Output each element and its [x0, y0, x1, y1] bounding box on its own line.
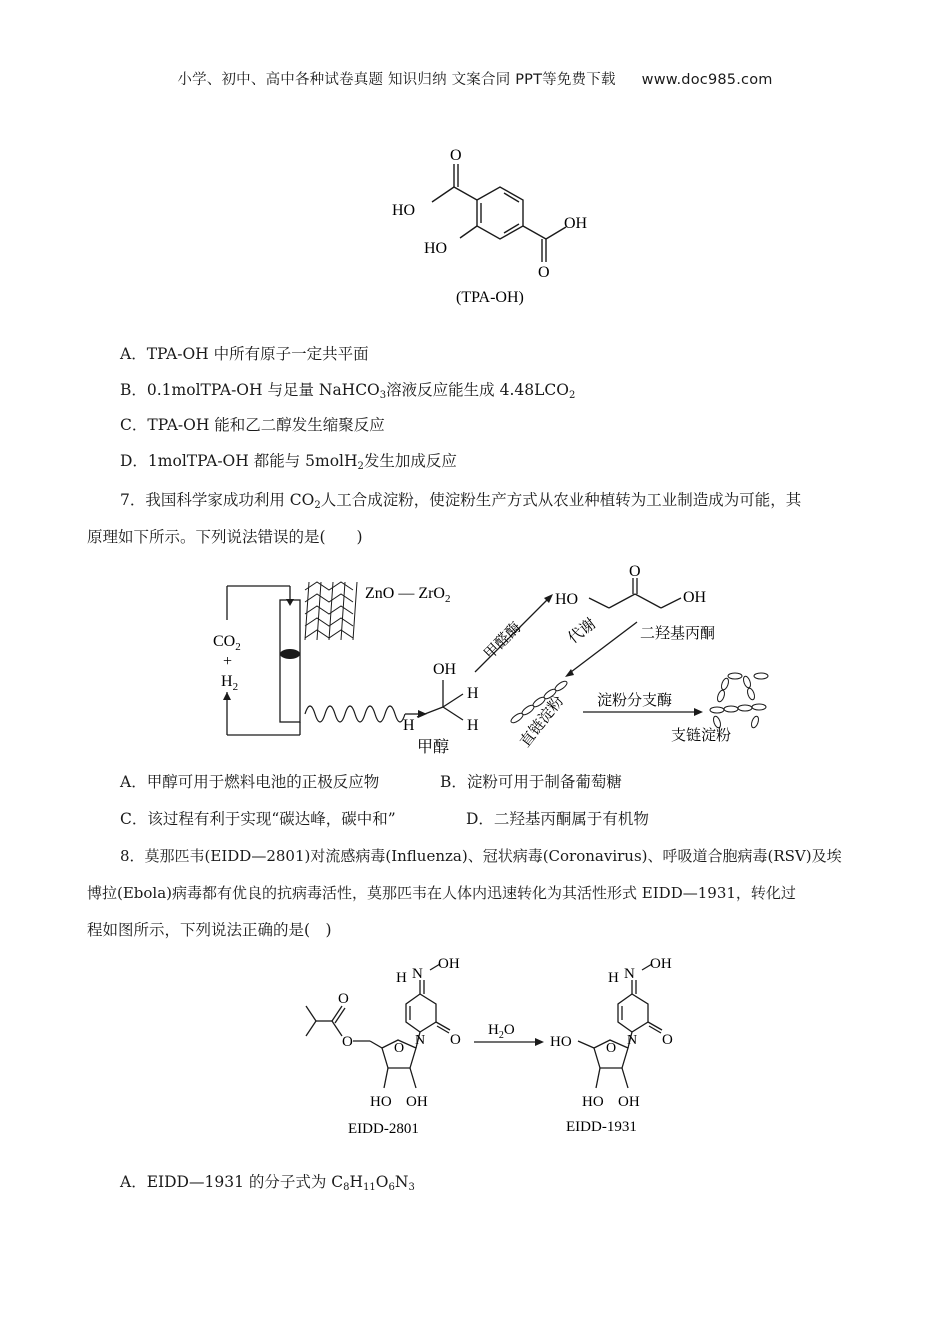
eidd2801-o-ring: O — [394, 1041, 405, 1056]
q8-option-a: A．EIDD—1931 的分子式为 $C_8H_{11}O_6N_3$ — [120, 1173, 415, 1193]
q6-d-sub: 2 — [357, 461, 364, 472]
dha-oh: OH — [683, 589, 707, 606]
catalyst-mesh-icon — [305, 582, 357, 640]
q8-stem-line2: 博拉(Ebola)病毒都有优良的抗病毒活性，莫那匹韦在人体内迅速转化为其活性形式 EIDD—1931，转化过 — [87, 884, 796, 902]
reactor-arrow-icon — [286, 599, 294, 606]
loop-arrow-icon — [223, 692, 231, 700]
dha-ho: HO — [555, 591, 579, 608]
eidd2801-o-ring-carbonyl: O — [450, 1032, 461, 1048]
q6-option-c: C．TPA-OH 能和乙二醇发生缩聚反应 — [120, 416, 385, 434]
dha-label: 二羟基丙酮 — [640, 624, 716, 642]
catalyst-bead — [280, 649, 300, 659]
q6-b-sub2: 2 — [568, 390, 576, 401]
q6-b-mid: 溶液反应能生成 4.48LCO — [386, 381, 569, 399]
q8-eidd-conversion-diagram — [298, 948, 698, 1143]
q6-d-post: 发生加成反应 — [363, 452, 457, 470]
tpa-caption: (TPA-OH) — [456, 289, 524, 306]
eidd1931-oh-sugar: OH — [618, 1094, 640, 1110]
q7-option-c: C．该过程有利于实现“碳达峰，碳中和” — [120, 810, 396, 828]
q7-stem-line1 — [120, 489, 801, 511]
co2-label: $CO_2$ — [213, 633, 241, 653]
eidd2801-ho: HO — [370, 1094, 392, 1110]
tpa-oh-right: OH — [564, 215, 588, 232]
methanol-h1: H — [467, 685, 479, 702]
q7-stem1-sub: 2 — [314, 500, 321, 511]
q7-stem1-pre: 7．我国科学家成功利用 CO — [120, 491, 315, 509]
q6-b-sub1: 3 — [379, 390, 387, 401]
h2o-label: $H_2O$ — [488, 1022, 515, 1041]
q6-option-a: A．TPA-OH 中所有原子一定共平面 — [120, 345, 369, 363]
dha-o: O — [629, 563, 641, 580]
catalyst-label: ZnO — ZrO$_2$ — [365, 585, 451, 605]
arrow-to-amylopectin-icon — [694, 708, 703, 716]
coil-icon — [305, 706, 405, 722]
header-text: 小学、初中、高中各种试卷真题 知识归纳 文案合同 PPT等免费下载 — [177, 72, 616, 88]
dha-bonds — [589, 578, 681, 608]
eidd2801-o-ester: O — [342, 1034, 353, 1050]
methanol-label: 甲醇 — [417, 737, 450, 756]
page-header — [0, 68, 950, 89]
reaction-arrow-icon — [535, 1038, 544, 1046]
q8-stem-line3: 程如图所示，下列说法正确的是( ) — [87, 921, 332, 939]
eidd1931-ho: HO — [550, 1034, 572, 1050]
eidd1931-h: H — [608, 970, 619, 986]
tpa-o-top: O — [450, 147, 462, 164]
q8-stem-line1: 8．莫那匹韦(EIDD—2801)对流感病毒(Influenza)、冠状病毒(Coronavirus)、呼吸道合胞病毒(RSV)及埃 — [120, 847, 842, 865]
reactor-loop — [227, 586, 300, 735]
eidd2801-h: H — [396, 970, 407, 986]
q7-stem1-post: 人工合成淀粉，使淀粉生产方式从农业种植转为工业制造成为可能，其 — [320, 491, 802, 509]
eidd1931-o-carbonyl: O — [662, 1032, 673, 1048]
branch-enzyme-label: 淀粉分支酶 — [597, 691, 673, 709]
eidd2801-n-ring: N — [415, 1033, 426, 1048]
plus-sign: + — [223, 653, 233, 670]
tpa-oh-structure — [380, 140, 610, 310]
q7-starch-synthesis-diagram — [205, 563, 780, 757]
q6-option-d — [120, 450, 457, 472]
tpa-bonds — [432, 164, 566, 262]
eidd1931-oh: OH — [650, 956, 672, 972]
eidd1931-n-ring: N — [627, 1033, 638, 1048]
q6-d-pre: D．1molTPA-OH 都能与 5molH — [120, 452, 358, 470]
eidd2801-oh-sugar: OH — [406, 1094, 428, 1110]
methanol-h3: H — [467, 717, 479, 734]
q7-stem-line2: 原理如下所示。下列说法错误的是( ) — [87, 528, 363, 546]
eidd2801-o-carbonyl: O — [338, 991, 349, 1007]
q7-option-a: A．甲醇可用于燃料电池的正极反应物 — [120, 773, 380, 791]
header-site: www.doc985.com — [641, 72, 773, 88]
amylopectin-label: 支链淀粉 — [671, 726, 732, 744]
methanol-h2: H — [403, 717, 415, 734]
methanol-bonds — [417, 680, 463, 720]
eidd2801-bonds — [306, 964, 450, 1088]
q6-option-b — [120, 379, 575, 401]
eidd2801-oh: OH — [438, 956, 460, 972]
h2-label: $H_2$ — [221, 673, 239, 693]
eidd2801-name: EIDD-2801 — [348, 1121, 419, 1137]
eidd1931-bonds — [578, 964, 662, 1088]
amylopectin-icon — [710, 673, 768, 729]
metab-label: 代谢 — [564, 614, 600, 648]
tpa-o-bottom: O — [538, 264, 550, 281]
tpa-ho-bottom: HO — [424, 240, 448, 257]
q6-b-pre: B．0.1molTPA-OH 与足量 NaHCO — [120, 381, 380, 399]
eidd1931-o-ring: O — [606, 1041, 617, 1056]
eidd1931-ho-sugar: HO — [582, 1094, 604, 1110]
q7-option-b: B．淀粉可用于制备葡萄糖 — [440, 773, 622, 791]
enzyme1-label: 甲醛酶 — [480, 618, 525, 663]
methanol-oh: OH — [433, 661, 457, 678]
tpa-ho-left: HO — [392, 202, 416, 219]
eidd2801-n: N — [412, 966, 423, 982]
q7-option-d: D．二羟基丙酮属于有机物 — [466, 810, 649, 828]
amylose-label: 直链淀粉 — [515, 692, 568, 751]
eidd1931-n: N — [624, 966, 635, 982]
eidd1931-name: EIDD-1931 — [566, 1119, 637, 1135]
